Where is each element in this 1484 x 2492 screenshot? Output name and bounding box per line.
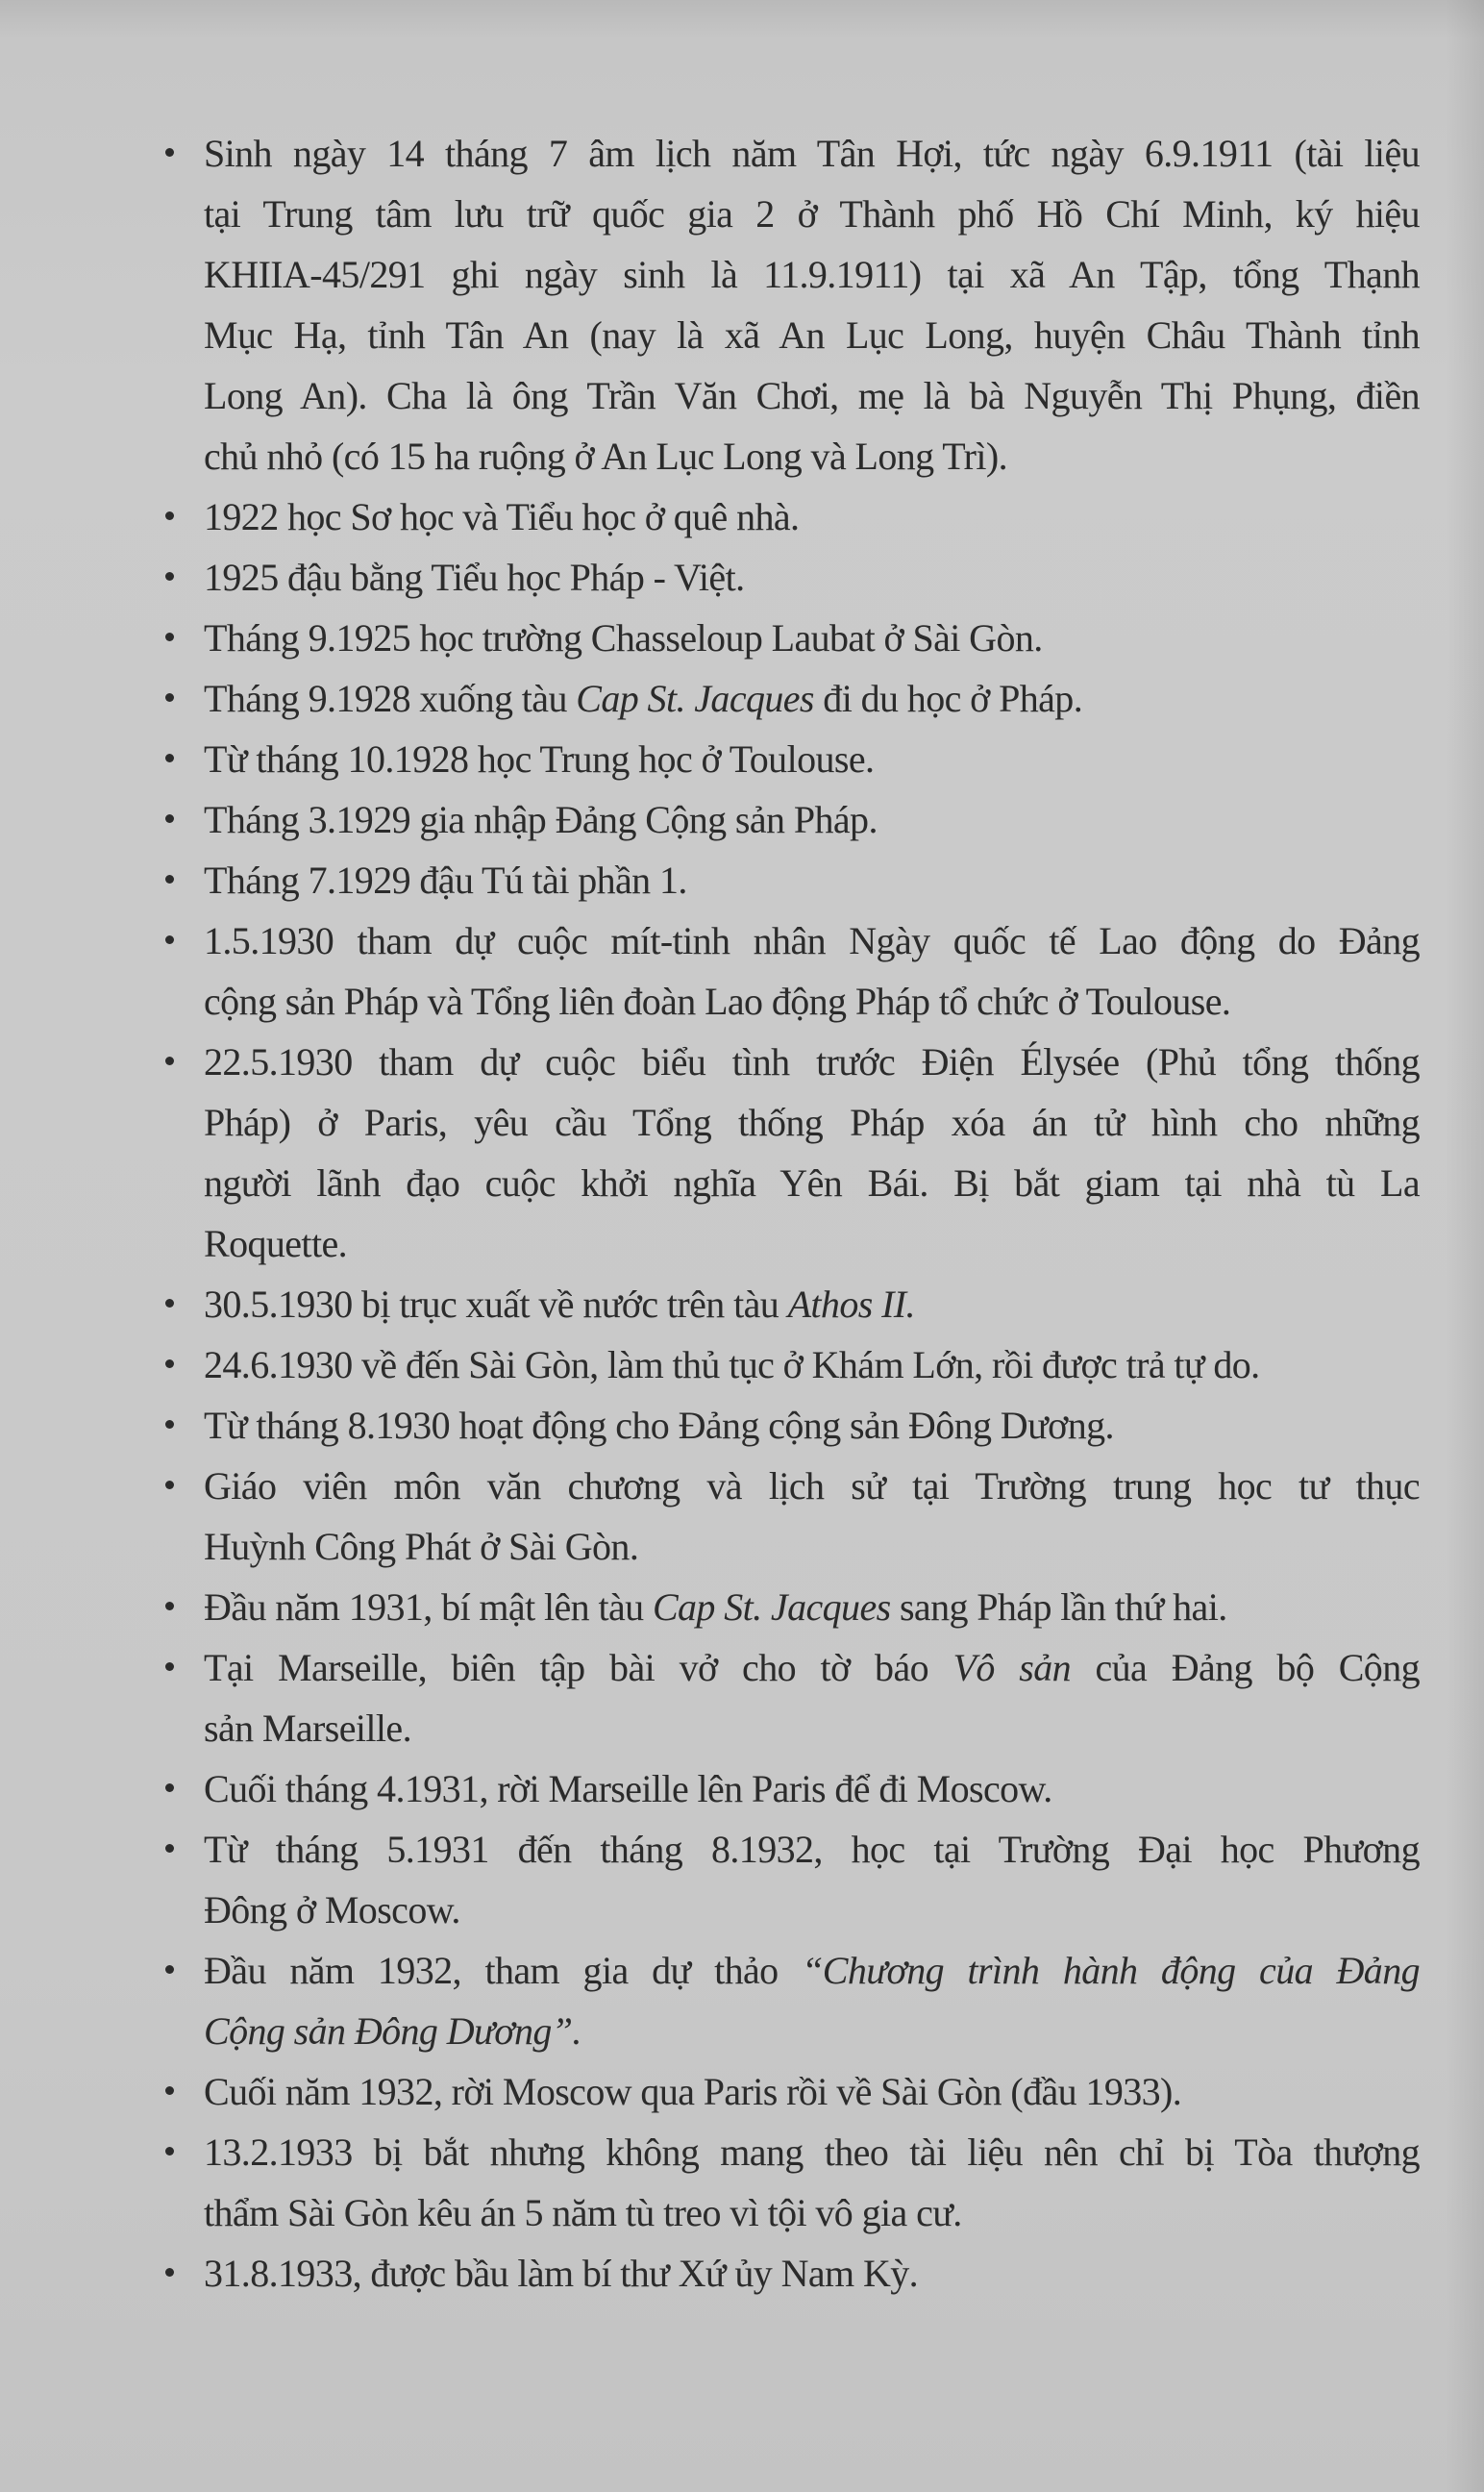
- list-item: [165, 1456, 1420, 1577]
- page-edge-shadow: [1446, 0, 1484, 2492]
- text-segment: thẩm Sài Gòn kêu án 5 năm tù treo vì tội vô gia cư.: [204, 2191, 962, 2234]
- text-segment: Đầu năm 1931, bí mật lên tàu: [204, 1585, 653, 1629]
- text-segment: Tháng 9.1928 xuống tàu: [204, 677, 577, 720]
- bullet-icon: [165, 572, 174, 581]
- list-item: [165, 123, 1420, 486]
- list-item: [165, 2243, 1420, 2304]
- italic-title: Cap St. Jacques: [652, 1585, 891, 1629]
- bullet-icon: [165, 511, 174, 520]
- text-line: [204, 850, 1420, 910]
- italic-title: Vô sản: [952, 1646, 1071, 1689]
- text-line: [204, 2243, 1420, 2304]
- text-line: [204, 1940, 1420, 2001]
- text-segment: Tại Marseille, biên tập bài vở cho tờ báo: [204, 1646, 953, 1689]
- text-segment: 30.5.1930 bị trục xuất về nước trên tàu: [204, 1283, 788, 1326]
- text-segment: Giáo viên môn văn chương và lịch sử tại Trường trung học tư thục: [204, 1464, 1420, 1508]
- bullet-icon: [165, 633, 174, 641]
- bullet-icon: [165, 1481, 174, 1489]
- text-segment: của Đảng bộ Cộng: [1071, 1646, 1420, 1689]
- text-segment: 22.5.1930 tham dự cuộc biểu tình trước Điện Élysée (Phủ tổng thống: [204, 1040, 1420, 1084]
- text-line: [204, 2061, 1420, 2122]
- text-segment: Pháp) ở Paris, yêu cầu Tổng thống Pháp xóa án tử hình cho những: [204, 1101, 1420, 1144]
- text-segment: 1.5.1930 tham dự cuộc mít-tinh nhân Ngày quốc tế Lao động do Đảng: [204, 919, 1420, 962]
- text-segment: cộng sản Pháp và Tổng liên đoàn Lao động Pháp tổ chức ở Toulouse.: [204, 980, 1231, 1023]
- list-item: [165, 1274, 1420, 1334]
- text-line: [204, 1637, 1420, 1698]
- text-line: [204, 1577, 1420, 1637]
- text-segment: người lãnh đạo cuộc khởi nghĩa Yên Bái. Bị bắt giam tại nhà tù La: [204, 1161, 1420, 1205]
- text-line: [204, 1032, 1420, 1092]
- bullet-icon: [165, 1420, 174, 1429]
- text-line: [204, 1758, 1420, 1819]
- text-line: [204, 2122, 1420, 2182]
- text-line: [204, 486, 1420, 547]
- bullet-icon: [165, 1299, 174, 1308]
- text-line: [204, 1516, 1420, 1577]
- text-segment: Cuối năm 1932, rời Moscow qua Paris rồi về Sài Gòn (đầu 1933).: [204, 2070, 1182, 2113]
- bullet-icon: [165, 814, 174, 823]
- bullet-icon: [165, 693, 174, 702]
- list-item: [165, 1940, 1420, 2061]
- bullet-icon: [165, 1602, 174, 1610]
- text-segment: Mục Hạ, tỉnh Tân An (nay là xã An Lục Long, huyện Châu Thành tỉnh: [204, 313, 1420, 357]
- bullet-icon: [165, 1057, 174, 1065]
- text-line: [204, 910, 1420, 971]
- list-item: [165, 668, 1420, 729]
- list-item: [165, 789, 1420, 850]
- text-line: [204, 1092, 1420, 1153]
- list-item: [165, 547, 1420, 608]
- list-item: [165, 1637, 1420, 1758]
- list-item: [165, 1032, 1420, 1274]
- italic-title: “Chương trình hành động của Đảng: [802, 1949, 1420, 1992]
- list-item: [165, 1758, 1420, 1819]
- text-line: [204, 971, 1420, 1032]
- bullet-icon: [165, 1359, 174, 1368]
- text-segment: Roquette.: [204, 1222, 348, 1265]
- text-line: [204, 1698, 1420, 1758]
- text-segment: Từ tháng 5.1931 đến tháng 8.1932, học tại Trường Đại học Phương: [204, 1828, 1420, 1871]
- text-segment: 31.8.1933, được bầu làm bí thư Xứ ủy Nam Kỳ.: [204, 2252, 919, 2295]
- text-line: [204, 1274, 1420, 1334]
- list-item: [165, 1334, 1420, 1395]
- bullet-icon: [165, 2147, 174, 2156]
- text-segment: Tháng 9.1925 học trường Chasseloup Laubat ở Sài Gòn.: [204, 616, 1043, 660]
- text-segment: Huỳnh Công Phát ở Sài Gòn.: [204, 1525, 639, 1568]
- list-item: [165, 1577, 1420, 1637]
- text-line: [204, 1153, 1420, 1213]
- text-line: [204, 1880, 1420, 1940]
- text-segment: Đầu năm 1932, tham gia dự thảo: [204, 1949, 803, 1992]
- text-line: [204, 668, 1420, 729]
- text-line: [204, 2001, 1420, 2061]
- text-line: [204, 426, 1420, 486]
- text-line: [204, 123, 1420, 184]
- text-line: [204, 1395, 1420, 1456]
- bullet-icon: [165, 2086, 174, 2095]
- list-item: [165, 1819, 1420, 1940]
- bullet-icon: [165, 148, 174, 157]
- text-line: [204, 2182, 1420, 2243]
- italic-title: Athos II.: [787, 1283, 915, 1326]
- text-segment: sản Marseille.: [204, 1707, 411, 1750]
- text-segment: 1922 học Sơ học và Tiểu học ở quê nhà.: [204, 495, 800, 538]
- text-segment: Sinh ngày 14 tháng 7 âm lịch năm Tân Hợi, tức ngày 6.9.1911 (tài liệu: [204, 132, 1420, 175]
- text-line: [204, 729, 1420, 789]
- list-item: [165, 486, 1420, 547]
- text-line: [204, 1213, 1420, 1274]
- text-line: [204, 365, 1420, 426]
- text-segment: tại Trung tâm lưu trữ quốc gia 2 ở Thành phố Hồ Chí Minh, ký hiệu: [204, 192, 1420, 236]
- bullet-icon: [165, 1844, 174, 1853]
- bullet-icon: [165, 2268, 174, 2277]
- text-segment: Từ tháng 8.1930 hoạt động cho Đảng cộng sản Đông Dương.: [204, 1404, 1114, 1447]
- italic-title: Cap St. Jacques: [576, 677, 814, 720]
- text-segment: Cuối tháng 4.1931, rời Marseille lên Paris để đi Moscow.: [204, 1767, 1052, 1810]
- text-line: [204, 547, 1420, 608]
- text-line: [204, 184, 1420, 244]
- text-segment: Tháng 7.1929 đậu Tú tài phần 1.: [204, 859, 687, 902]
- list-item: [165, 608, 1420, 668]
- bullet-icon: [165, 1662, 174, 1671]
- text-line: [204, 608, 1420, 668]
- list-item: [165, 2061, 1420, 2122]
- text-line: [204, 305, 1420, 365]
- bullet-icon: [165, 935, 174, 944]
- list-item: [165, 729, 1420, 789]
- list-item: [165, 850, 1420, 910]
- list-item: [165, 1395, 1420, 1456]
- text-segment: Đông ở Moscow.: [204, 1888, 460, 1931]
- text-segment: Long An). Cha là ông Trần Văn Chơi, mẹ là bà Nguyễn Thị Phụng, điền: [204, 374, 1420, 417]
- bullet-icon: [165, 754, 174, 762]
- text-segment: Từ tháng 10.1928 học Trung học ở Toulouse.: [204, 737, 875, 781]
- text-line: [204, 1456, 1420, 1516]
- text-segment: sang Pháp lần thứ hai.: [890, 1585, 1227, 1629]
- list-item: [165, 2122, 1420, 2243]
- text-line: [204, 244, 1420, 305]
- text-line: [204, 1819, 1420, 1880]
- bullet-icon: [165, 1783, 174, 1792]
- text-segment: 13.2.1933 bị bắt nhưng không mang theo tài liệu nên chỉ bị Tòa thượng: [204, 2131, 1420, 2174]
- text-segment: Tháng 3.1929 gia nhập Đảng Cộng sản Pháp.: [204, 798, 878, 841]
- text-segment: KHIIA-45/291 ghi ngày sinh là 11.9.1911) tại xã An Tập, tổng Thạnh: [204, 253, 1420, 296]
- bullet-icon: [165, 1965, 174, 1974]
- text-segment: 24.6.1930 về đến Sài Gòn, làm thủ tục ở Khám Lớn, rồi được trả tự do.: [204, 1343, 1260, 1386]
- text-line: [204, 1334, 1420, 1395]
- text-segment: đi du học ở Pháp.: [813, 677, 1083, 720]
- text-segment: 1925 đậu bằng Tiểu học Pháp - Việt.: [204, 556, 745, 599]
- text-line: [204, 789, 1420, 850]
- list-item: [165, 910, 1420, 1032]
- bullet-icon: [165, 875, 174, 884]
- biography-timeline-list: [165, 123, 1420, 2304]
- text-segment: chủ nhỏ (có 15 ha ruộng ở An Lục Long và Long Trì).: [204, 435, 1008, 478]
- italic-title: Cộng sản Đông Dương”.: [204, 2009, 581, 2053]
